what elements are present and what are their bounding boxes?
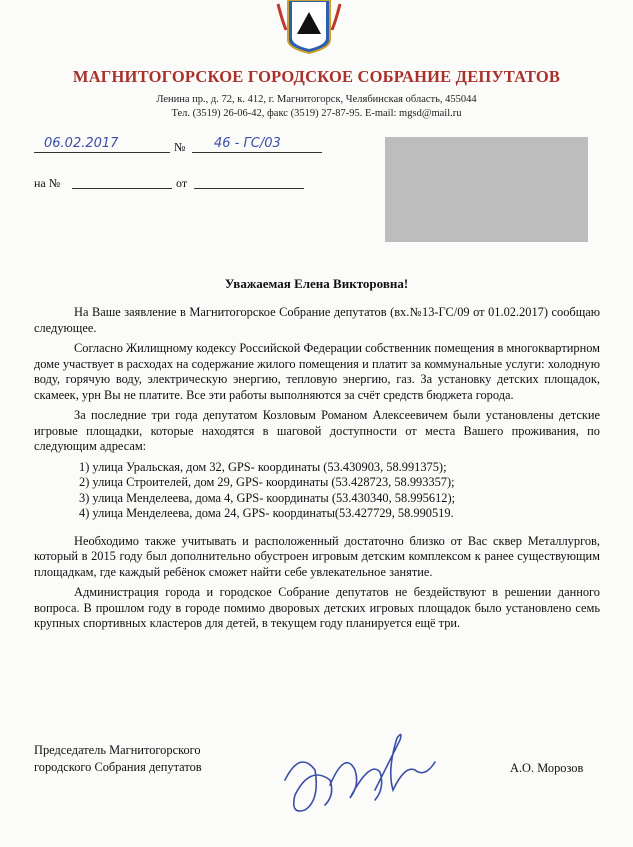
contacts-line: Тел. (3519) 26-06-42, факс (3519) 27-87-95. E-mail: mgsd@mail.ru bbox=[171, 108, 462, 119]
handwritten-signature bbox=[275, 710, 445, 830]
number-label: № bbox=[174, 140, 186, 154]
signatory-position bbox=[34, 742, 202, 776]
paragraph-playgrounds: За последние три года депутатом Козловым Романом Алексеевичем были установлены детские игровые площадки, которые находятся в шаговой доступности от места Вашего проживания, по следующим адресам: bbox=[34, 408, 600, 453]
incoming-reference bbox=[34, 176, 334, 196]
position-line: Председатель Магнитогорского bbox=[34, 743, 201, 757]
date-underline bbox=[34, 152, 170, 153]
registration-date: 06.02.2017 bbox=[44, 136, 119, 151]
ref-from-label: от bbox=[176, 176, 188, 190]
number-underline bbox=[192, 152, 322, 153]
organization-title: МАГНИТОГОРСКОЕ ГОРОДСКОЕ СОБРАНИЕ ДЕПУТАТОВ bbox=[72, 67, 561, 86]
list-item: 2) улица Строителей, дом 29, GPS- координаты (53.428723, 58.993357); bbox=[79, 475, 455, 489]
address-list bbox=[34, 460, 600, 522]
signatory-name: А.О. Морозов bbox=[510, 761, 584, 775]
city-coat-of-arms-icon bbox=[272, 0, 346, 54]
outgoing-registration bbox=[34, 136, 354, 160]
list-item: 1) улица Уральская, дом 32, GPS- координаты (53.430903, 58.991375); bbox=[79, 459, 447, 474]
paragraph-housing-code: Согласно Жилищному кодексу Российской Федерации собственник помещения в многоквартирном доме участвует в расходах на содержание жилого помещения и платит за коммунальные услуги: холодную воду, горячую воду, электрическую энергию, тепловую энергию, газ. За установку детских площадок, скамеек, урн Вы не платите. Все эти работы выполняются за счёт средств бюджета города. bbox=[34, 341, 600, 402]
list-item: 4) улица Менделеева, дома 24, GPS- координаты(53.427729, 58.990519. bbox=[79, 506, 454, 520]
list-item: 3) улица Менделеева, дома 4, GPS- координаты (53.430340, 58.995612); bbox=[79, 490, 456, 505]
ref-number-underline bbox=[72, 188, 172, 189]
paragraph-administration: Администрация города и городское Собрание депутатов не бездействуют в решении данного вопроса. В прошлом году в городе помимо дворовых детских игровых площадок было установлено семь крупных спортивных кластеров для детей, в текущем году планируется ещё три. bbox=[34, 585, 600, 630]
paragraph-square: Необходимо также учитывать и расположенный достаточно близко от Вас сквер Металлургов, который в 2015 году был дополнительно обустроен игровым детским комплексом к ранее существующим площадкам, где каждый ребёнок сможет найти себе увлекательное занятие. bbox=[34, 533, 600, 579]
position-line: городского Собрания депутатов bbox=[34, 760, 202, 774]
redacted-addressee-block bbox=[385, 137, 588, 242]
letter-body bbox=[34, 305, 600, 637]
registration-number: 46 - ГС/03 bbox=[214, 136, 281, 151]
salutation: Уважаемая Елена Викторовна! bbox=[224, 276, 409, 291]
ref-number-label: на № bbox=[34, 176, 61, 190]
ref-date-underline bbox=[194, 188, 304, 189]
paragraph-intro: На Ваше заявление в Магнитогорское Собрание депутатов (вх.№13-ГС/09 от 01.02.2017) сообщаю следующее. bbox=[34, 305, 600, 335]
address-line: Ленина пр., д. 72, к. 412, г. Магнитогорск, Челябинская область, 455044 bbox=[156, 94, 477, 105]
